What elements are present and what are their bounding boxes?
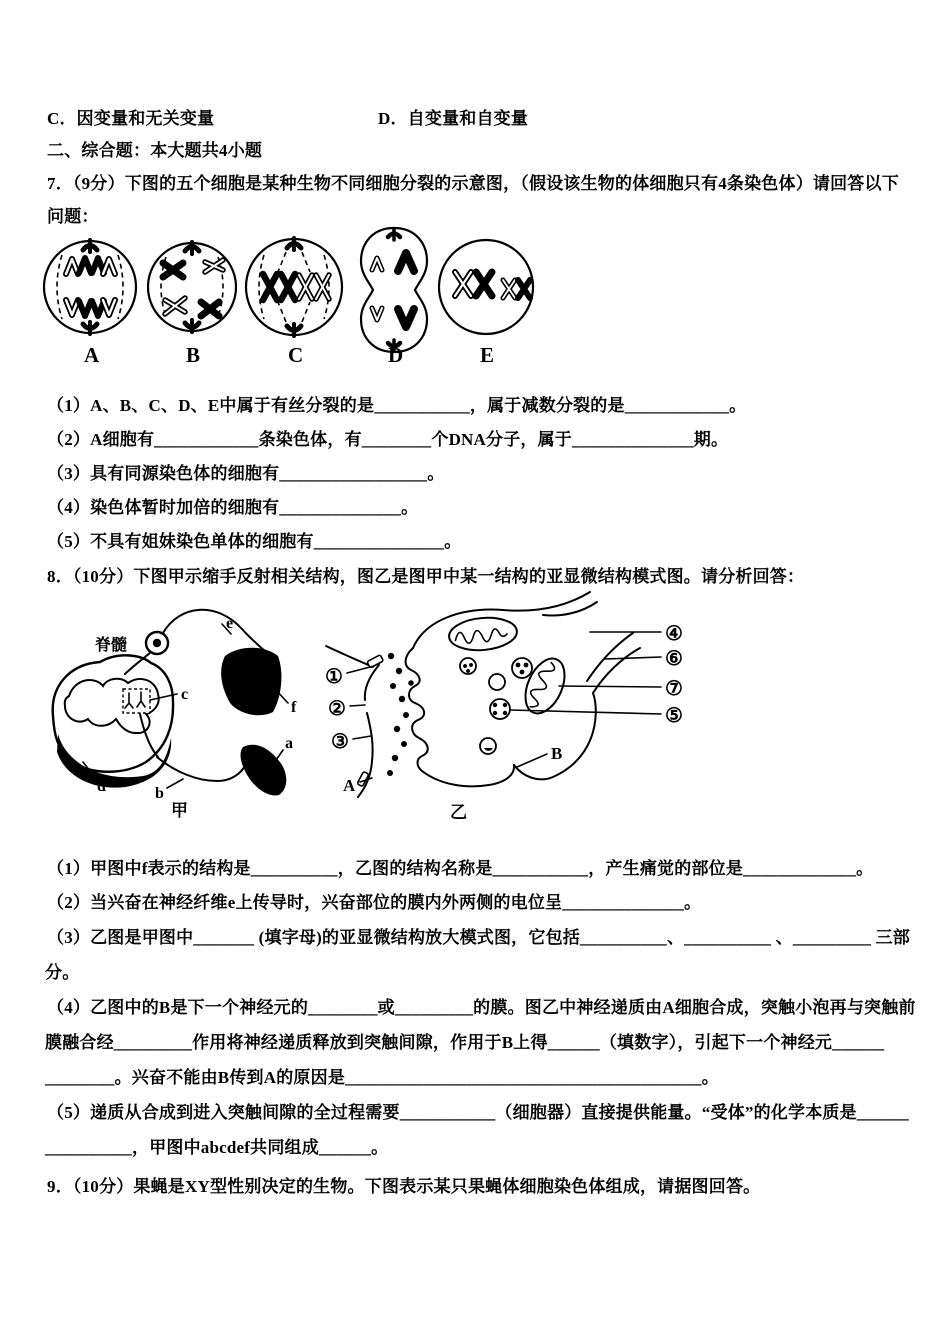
question-7-stem-line2: 问题： [47,207,99,226]
cell-division-figure [42,224,542,366]
label-4: ④ [665,623,683,645]
label-7: ⑦ [665,678,683,700]
vesicle-dots [387,653,414,776]
question-8-sub-5-line2: __________，甲图中abcdef共同组成______。 [45,1138,389,1157]
question-8-sub-4-line1: （4）乙图中的B是下一个神经元的________或_________的膜。图乙中神经递质由A细胞合成，突触小泡再与突触前 [47,998,916,1017]
label-f: f [291,699,297,716]
section-header: 二、综合题：本大题共4小题 [47,141,263,160]
reflex-and-synapse-figure [45,586,915,834]
label-5: ⑤ [665,705,683,727]
label-c: c [181,686,189,703]
label-2: ② [328,698,346,720]
spinal-cord-diagram [53,610,297,820]
question-8-sub-1: （1）甲图中f表示的结构是__________，乙图的结构名称是___________，产生痛觉的部位是_____________。 [47,859,874,878]
cell-c-label: C [288,343,304,366]
caption-jia: 甲 [171,801,188,820]
question-8-sub-2: （2）当兴奋在神经纤维e上传导时，兴奋部位的膜内外两侧的电位呈______________。 [47,893,702,912]
label-3: ③ [331,731,349,753]
question-8-sub-4-line2: 膜融合经_________作用将神经递质释放到突触间隙，作用于B上得______（填数字），引起下一个神经元______ [45,1033,885,1052]
question-7-sub-4: （4）染色体暂时加倍的细胞有______________。 [47,498,419,517]
question-7-stem-line1: 7．（9分）下图的五个细胞是某种生物不同细胞分裂的示意图，（假设该生物的体细胞只有4条染色体）请回答以下 [47,174,899,193]
label-spinal-cord: 脊髓 [95,637,128,654]
cell-b [148,242,236,366]
question-7-sub-3: （3）具有同源染色体的细胞有_________________。 [47,464,445,483]
question-8-stem: 8．（10分）下图甲示缩手反射相关结构，图乙是图甲中某一结构的亚显微结构模式图。请分析回答： [47,567,805,586]
label-b: b [155,785,164,802]
question-8-sub-5-line1: （5）递质从合成到进入突触间隙的全过程需要___________（细胞器）直接提供能量。“受体”的化学本质是______ [47,1103,909,1122]
label-a: a [285,735,293,752]
label-d: d [97,778,106,795]
option-c: C．因变量和无关变量 [47,109,215,128]
cell-e-label: E [480,343,495,366]
question-9-stem: 9．（10分）果蝇是XY型性别决定的生物。下图表示某只果蝇体细胞染色体组成，请据图回答。 [47,1177,761,1196]
cell-a [44,240,136,366]
cell-b-label: B [186,343,201,366]
synapse-diagram [325,592,683,822]
label-6: ⑥ [665,648,683,670]
cell-d-label: D [388,343,404,366]
question-8-sub-3-line1: （3）乙图是甲图中_______ (填字母)的亚显微结构放大模式图，它包括__________、__________ 、_________ 三部 [47,928,910,947]
label-e: e [226,615,234,632]
question-7-sub-5: （5）不具有姐妹染色单体的细胞有_______________。 [47,532,462,551]
cell-a-label: A [84,343,100,366]
question-7-sub-2: （2）A细胞有____________条染色体，有________个DNA分子，属于______________期。 [47,430,729,449]
label-B: B [551,744,563,763]
mitochondrion-icon [448,615,519,653]
cell-e [439,240,533,366]
question-8-sub-3-line2: 分。 [45,963,80,982]
cell-d [361,228,427,366]
cell-c [246,238,342,366]
question-8-sub-4-line3: ________。兴奋不能由B传到A的原因是_________________________________________。 [45,1068,719,1087]
label-1: ① [325,666,343,688]
caption-yi: 乙 [450,803,467,822]
option-d: D．自变量和自变量 [378,109,529,128]
question-7-sub-1: （1）A、B、C、D、E中属于有丝分裂的是___________，属于减数分裂的是____________。 [47,396,747,415]
label-A: A [343,776,356,795]
